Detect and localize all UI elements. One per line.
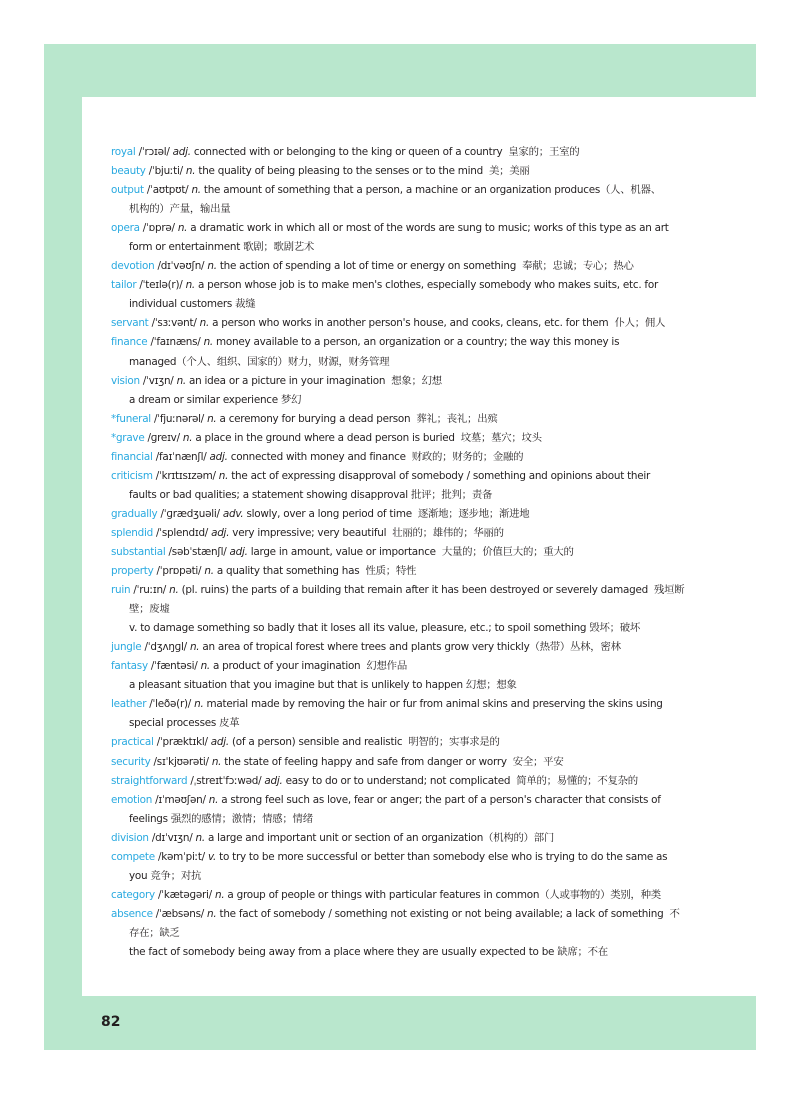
pronunciation: /ˈaʊtpʊt/	[143, 184, 192, 197]
headword: leather	[111, 698, 147, 711]
chinese-translation: 不	[669, 907, 680, 920]
vocab-entry	[111, 829, 681, 848]
part-of-speech: n.	[200, 660, 210, 673]
part-of-speech: n.	[189, 641, 200, 654]
vocabulary-list	[111, 143, 685, 962]
chinese-translation: 安全；平安	[512, 755, 564, 768]
vocab-entry	[111, 562, 681, 581]
vocab-entry	[111, 905, 681, 924]
headword: *grave	[111, 431, 145, 444]
vocab-entry	[111, 257, 681, 276]
headword: output	[111, 184, 144, 197]
pronunciation: /ˈrɔɪəl/	[135, 146, 173, 158]
pronunciation: /ˈkætəɡəri/	[154, 888, 215, 901]
pronunciation: /ɡreɪv/	[144, 431, 183, 444]
chinese-translation: 财政的；财务的；金融的	[411, 450, 524, 463]
part-of-speech: n.	[211, 755, 222, 768]
headword: devotion	[111, 260, 155, 273]
definition: to try to be more successful or better than somebody else who is trying to do the same as	[216, 850, 668, 863]
headword: absence	[111, 907, 153, 920]
definition: a person whose job is to make men's clothes, especially somebody who makes suits, etc. for	[194, 279, 658, 292]
definition: a quality that something has	[213, 565, 360, 578]
definition: the action of spending a lot of time or energy on something	[216, 260, 517, 273]
definition: a product of your imagination	[209, 660, 361, 673]
entry-continuation: a pleasant situation that you imagine but that is unlikely to happen 幻想；想象	[129, 679, 517, 692]
vocab-entry	[111, 772, 681, 791]
headword: jungle	[111, 641, 142, 654]
vocab-entry	[111, 162, 681, 181]
definition: a place in the ground where a dead person is buried	[192, 431, 455, 444]
pronunciation: /ˈɒprə/	[139, 222, 178, 235]
vocab-entry	[111, 695, 681, 714]
part-of-speech: n.	[208, 793, 219, 806]
part-of-speech: adj.	[210, 736, 229, 749]
definition: (of a person) sensible and realistic	[228, 736, 403, 749]
entry-continuation: 存在；缺乏	[129, 926, 180, 939]
vocab-entry	[111, 657, 681, 676]
definition: connected with money and finance	[227, 450, 406, 463]
headword: compete	[111, 850, 155, 863]
vocab-entry	[111, 372, 681, 391]
part-of-speech: n.	[182, 431, 193, 444]
pronunciation: /dɪˈvəʊʃn/	[154, 260, 208, 273]
vocab-entry	[111, 791, 681, 810]
definition: an area of tropical forest where trees and plants grow very thickly（热带）丛林，密林	[199, 641, 621, 654]
entry-continuation: 壁；废墟	[129, 603, 170, 616]
chinese-translation: 坟墓；墓穴；坟头	[460, 431, 542, 444]
pronunciation: /ɪˈməʊʃən/	[152, 793, 209, 806]
entry-continuation: individual customers 裁缝	[129, 298, 256, 311]
chinese-translation: 奉献；忠诚；专心；热心	[522, 260, 634, 273]
entry-continuation: faults or bad qualities; a statement showing disapproval 批评；批判；责备	[129, 488, 493, 501]
pronunciation: /faɪˈnænʃl/	[152, 450, 210, 463]
definition: the quality of being pleasing to the senses or to the mind	[195, 165, 483, 178]
part-of-speech: n.	[204, 565, 214, 578]
part-of-speech: adj.	[264, 774, 283, 787]
vocab-entry	[111, 181, 681, 200]
definition: a group of people or things with particular features in common（人或事物的）类别，种类	[224, 888, 661, 901]
headword: substantial	[111, 545, 166, 558]
part-of-speech: adv.	[222, 507, 244, 520]
definition: a person who works in another person's house, and cooks, cleans, etc. for them	[209, 317, 609, 330]
pronunciation: /ˈsɜːvənt/	[148, 317, 200, 330]
headword: opera	[111, 222, 140, 235]
part-of-speech: n.	[207, 260, 217, 273]
chinese-translation: 仆人；佣人	[614, 317, 666, 330]
definition: very impressive; very beautiful	[229, 526, 387, 539]
pronunciation: /ˈdʒʌŋɡl/	[141, 641, 190, 654]
vocab-entry	[111, 219, 681, 238]
headword: ruin	[111, 584, 131, 597]
definition: a strong feel such as love, fear or anger; the part of a person's character that consists of	[218, 793, 661, 806]
pronunciation: /ˈɡrædʒuəli/	[157, 507, 223, 520]
vocab-entry	[111, 143, 681, 162]
entry-continuation: you 竞争；对抗	[129, 869, 202, 882]
part-of-speech: adj.	[229, 545, 248, 558]
pronunciation: /ˈleðə(r)/	[146, 698, 195, 711]
part-of-speech: n.	[199, 317, 210, 330]
pronunciation: /ˈpræktɪkl/	[153, 736, 211, 749]
vocab-entry	[111, 448, 681, 467]
part-of-speech: n.	[185, 165, 196, 178]
vocab-entry	[111, 467, 681, 486]
pronunciation: /ˈbjuːti/	[145, 165, 186, 178]
entry-continuation: form or entertainment 歌剧；歌剧艺术	[129, 241, 315, 254]
vocab-entry	[111, 429, 681, 448]
pronunciation: /sɪˈkjʊərəti/	[150, 755, 212, 768]
vocab-entry	[111, 581, 685, 600]
vocab-entry	[111, 848, 681, 867]
part-of-speech: n.	[218, 469, 229, 482]
pronunciation: /ˌstreɪtˈfɔːwəd/	[187, 774, 265, 787]
part-of-speech: n.	[185, 279, 195, 292]
entry-continuation: managed（个人、组织、国家的）财力，财源，财务管理	[129, 355, 390, 368]
chinese-translation: 大量的；价值巨大的；重大的	[441, 545, 574, 558]
headword: criticism	[111, 469, 153, 482]
part-of-speech: adj.	[211, 526, 230, 539]
pronunciation: /ˈfjuːnərəl/	[150, 412, 208, 425]
headword: emotion	[111, 793, 153, 806]
definition: the state of feeling happy and safe from danger or worry	[221, 755, 507, 768]
headword: division	[111, 831, 149, 844]
pronunciation: /səbˈstænʃl/	[165, 545, 230, 558]
definition: a large and important unit or section of an organization（机构的）部门	[204, 831, 555, 844]
part-of-speech: n.	[191, 184, 201, 197]
pronunciation: /ˈsplendɪd/	[152, 526, 212, 539]
part-of-speech: n.	[203, 336, 213, 349]
definition: an idea or a picture in your imagination	[185, 374, 386, 387]
pronunciation: /kəmˈpiːt/	[154, 850, 208, 863]
definition: a ceremony for burying a dead person	[216, 412, 411, 425]
vocab-entry	[111, 733, 681, 752]
part-of-speech: n.	[214, 888, 225, 901]
vocab-entry	[111, 333, 681, 352]
definition: a dramatic work in which all or most of the words are sung to music; works of this type as an art	[187, 222, 669, 235]
pronunciation: /dɪˈvɪʒn/	[148, 831, 196, 844]
pronunciation: /ˈteɪlə(r)/	[136, 279, 186, 292]
definition: money available to a person, an organization or a country; the way this money is	[212, 336, 620, 349]
vocab-entry	[111, 638, 681, 657]
headword: *funeral	[111, 412, 151, 425]
part-of-speech: adj.	[172, 146, 191, 158]
entry-continuation: a dream or similar experience 梦幻	[129, 393, 302, 406]
definition: connected with or belonging to the king or queen of a country	[190, 146, 503, 158]
chinese-translation: 壮丽的；雄伟的；华丽的	[392, 526, 504, 539]
page-number: 82	[101, 1014, 121, 1030]
vocab-entry	[111, 410, 681, 429]
chinese-translation: 美；美丽	[489, 165, 530, 178]
definition: slowly, over a long period of time	[243, 507, 412, 520]
pronunciation: /ˈruːɪn/	[130, 584, 170, 597]
headword: vision	[111, 374, 140, 387]
part-of-speech: n.	[207, 907, 217, 920]
vocab-entry	[111, 753, 681, 772]
entry-continuation: feelings 强烈的感情；激情；情感；情绪	[129, 812, 313, 825]
entry-continuation: the fact of somebody being away from a place where they are usually expected to be 缺席；不在	[129, 945, 608, 958]
chinese-translation: 性质；特性	[365, 565, 417, 578]
part-of-speech: n.	[195, 831, 205, 844]
definition: (pl. ruins) the parts of a building that remain after it has been destroyed or severely damaged	[178, 584, 648, 597]
headword: servant	[111, 317, 149, 330]
part-of-speech: adj.	[209, 450, 228, 463]
entry-continuation: 机构的）产量，输出量	[129, 203, 231, 216]
vocab-entry	[111, 314, 681, 333]
chinese-translation: 皇家的；王室的	[508, 146, 580, 158]
pronunciation: /ˈæbsəns/	[152, 907, 208, 920]
definition: the fact of somebody / something not existing or not being available; a lack of something	[216, 907, 664, 920]
part-of-speech: n.	[176, 374, 186, 387]
vocab-entry	[111, 505, 681, 524]
entry-continuation: v. to damage something so badly that it loses all its value, pleasure, etc.; to spoil something 毁坏；破坏	[129, 622, 641, 635]
headword: property	[111, 565, 154, 578]
pronunciation: /ˈprɒpəti/	[153, 565, 205, 578]
part-of-speech: n.	[194, 698, 204, 711]
headword: security	[111, 755, 151, 768]
headword: financial	[111, 450, 153, 463]
vocab-entry	[111, 524, 681, 543]
chinese-translation: 幻想作品	[366, 660, 407, 673]
pronunciation: /ˈkrɪtɪsɪzəm/	[152, 469, 219, 482]
chinese-translation: 残垣断	[653, 584, 685, 597]
part-of-speech: n.	[207, 412, 217, 425]
part-of-speech: n.	[169, 584, 179, 597]
pronunciation: /ˈvɪʒn/	[139, 374, 177, 387]
headword: category	[111, 888, 155, 901]
vocab-entry	[111, 886, 681, 905]
headword: finance	[111, 336, 148, 349]
chinese-translation: 葬礼；丧礼；出殡	[416, 412, 498, 425]
headword: straightforward	[111, 774, 188, 787]
vocab-entry	[111, 276, 681, 295]
part-of-speech: n.	[177, 222, 188, 235]
definition: material made by removing the hair or fur from animal skins and preserving the skins using	[203, 698, 663, 711]
headword: tailor	[111, 279, 137, 292]
headword: gradually	[111, 507, 158, 520]
definition: the amount of something that a person, a machine or an organization produces（人、机器、	[200, 184, 661, 197]
chinese-translation: 明智的；实事求是的	[408, 736, 500, 749]
chinese-translation: 逐渐地；逐步地；渐进地	[417, 507, 530, 520]
definition: the act of expressing disapproval of somebody / something and opinions about their	[228, 469, 651, 482]
headword: splendid	[111, 526, 153, 539]
chinese-translation: 简单的；易懂的；不复杂的	[516, 774, 638, 787]
part-of-speech: v.	[207, 850, 217, 863]
definition: easy to do or to understand; not complicated	[282, 774, 511, 787]
chinese-translation: 想象；幻想	[391, 374, 442, 387]
headword: fantasy	[111, 660, 148, 673]
entry-continuation: special processes 皮革	[129, 717, 240, 730]
pronunciation: /ˈfæntəsi/	[147, 660, 201, 673]
vocab-entry	[111, 543, 681, 562]
headword: royal	[111, 146, 136, 158]
pronunciation: /ˈfaɪnæns/	[147, 336, 204, 349]
headword: practical	[111, 736, 154, 749]
headword: beauty	[111, 165, 146, 178]
definition: large in amount, value or importance	[247, 545, 436, 558]
